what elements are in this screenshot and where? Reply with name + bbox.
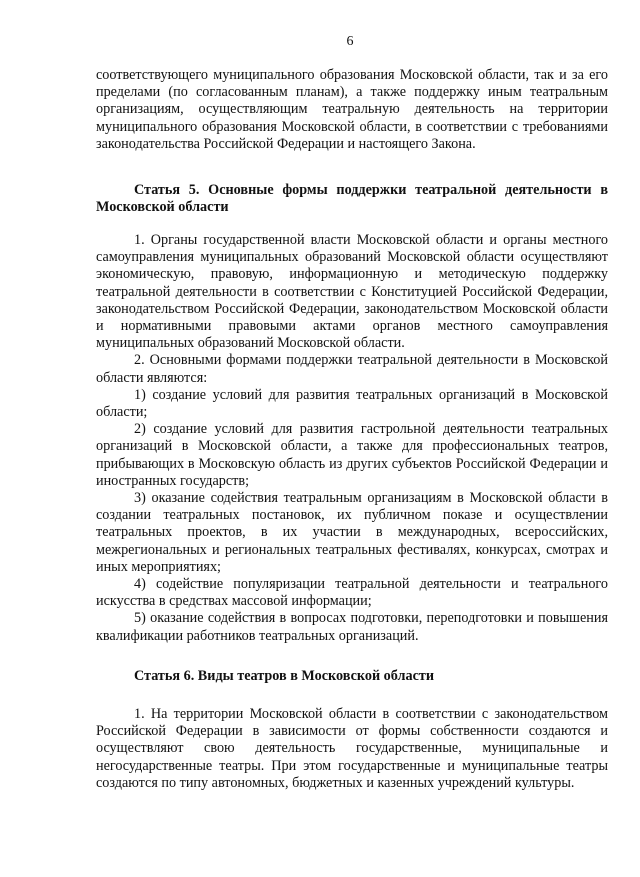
page-number: 6 xyxy=(346,34,354,49)
article-5-list-item: 1) создание условий для развития театральных организаций в Московской области; xyxy=(96,386,608,421)
article-5-heading-block xyxy=(96,182,608,216)
article-6-body xyxy=(96,706,608,792)
article-5-paragraph: 2. Основными формами поддержки театральной деятельности в Московской области являются: xyxy=(96,352,608,386)
article-5-list-item: 5) оказание содействия в вопросах подготовки, переподготовки и повышения квалификации работников театральных организаций. xyxy=(96,610,608,644)
article-6-paragraph: 1. На территории Московской области в соответствии с законодательством Российской Федерации в зависимости от формы собственности создаются и осуществляют свою деятельность государственные, муниципальные и негосударственные театры. При этом государственные и муниципальные театры создаются по типу автономных, бюджетных и казенных учреждений культуры. xyxy=(96,706,608,791)
article-5-heading: Статья 5. Основные формы поддержки театральной деятельности в Московской области xyxy=(96,182,608,216)
article-5-list-item: 3) оказание содействия театральным организациям в Московской области в создании театральных постановок, их публичном показе и осуществлении театральных проектов, в их участии в международных, всероссийских, межрегиональных и региональных театральных фестивалях, конкурсах, смотрах и иных мероприятиях; xyxy=(96,490,608,575)
article-6-heading: Статья 6. Виды театров в Московской области xyxy=(134,668,435,684)
article-6-heading-block xyxy=(96,668,608,685)
article-5-list-item: 4) содействие популяризации театральной деятельности и театрального искусства в средствах массовой информации; xyxy=(96,576,608,610)
article-5-body xyxy=(96,232,608,645)
article-5-paragraph: 1. Органы государственной власти Московской области и органы местного самоуправления муниципальных образований Московской области осуществляют экономическую, правовую, информационную и методическую поддержку театральной деятельности в соответствии с Конституцией Российской Федерации, законодательством Российской Федерации, законодательством Московской области и нормативными правовыми актами органов местного самоуправления муниципальных образований Московской области. xyxy=(96,232,608,352)
intro-block xyxy=(96,67,608,153)
article-5-list-item: 2) создание условий для развития гастрольной деятельности театральных организаций в Московской области, а также для профессиональных театров, прибывающих в Московскую область из других субъектов Российской Федерации и иностранных государств; xyxy=(96,421,608,489)
intro-paragraph: соответствующего муниципального образования Московской области, так и за его пределами (по согласованным планам), а также поддержку иным театральным организациям, осуществляющим театральную деятельность на территории муниципального образования Московской области, в соответствии с требованиями законодательства Российской Федерации и настоящего Закона. xyxy=(96,67,608,152)
